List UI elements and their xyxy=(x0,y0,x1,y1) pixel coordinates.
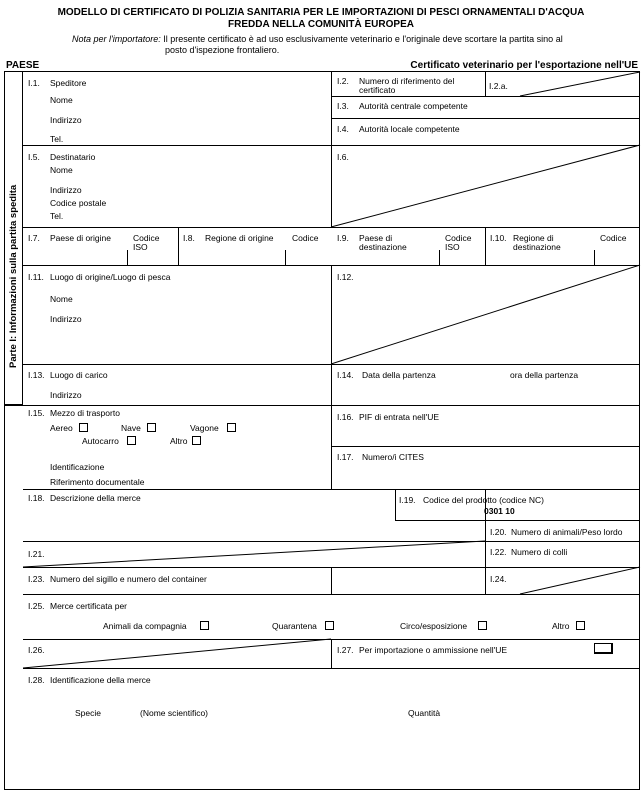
truck-checkbox[interactable] xyxy=(127,436,136,445)
i8-label: Regione di origine xyxy=(205,233,274,243)
i23-num: I.23. xyxy=(28,574,45,584)
i25-other-label: Altro xyxy=(552,621,570,631)
i7-label: Paese di origine xyxy=(50,233,111,243)
certificate-type-label: Certificato veterinario per l'esportazione nell'UE xyxy=(410,60,638,71)
i9-label-2: destinazione xyxy=(359,242,407,252)
i12-num: I.12. xyxy=(337,272,354,282)
i13-num: I.13. xyxy=(28,370,45,380)
i15-num: I.15. xyxy=(28,408,45,418)
i7-num: I.7. xyxy=(28,233,40,243)
i5-name: Nome xyxy=(50,165,73,175)
i2a-num: I.2.a. xyxy=(489,81,508,91)
i17-label: Numero/i CITES xyxy=(362,452,424,462)
i23-label: Numero del sigillo e numero del container xyxy=(50,574,207,584)
i14-time: ora della partenza xyxy=(510,370,579,380)
i13-label: Luogo di carico xyxy=(50,370,108,380)
i25-pets-label: Animali da compagnia xyxy=(103,621,187,631)
i5-address: Indirizzo xyxy=(50,185,82,195)
i15-wagon-label: Vagone xyxy=(190,423,219,433)
i15-identification: Identificazione xyxy=(50,462,105,472)
i15-label: Mezzo di trasporto xyxy=(50,408,120,418)
other-transport-checkbox[interactable] xyxy=(192,436,201,445)
i15-docref: Riferimento documentale xyxy=(50,477,145,487)
country-label: PAESE xyxy=(6,60,40,71)
document-title-line1: MODELLO DI CERTIFICATO DI POLIZIA SANITARIA PER LE IMPORTAZIONI DI PESCI ORNAMENTALI D'ACQUA xyxy=(57,7,585,18)
i10-label-1: Regione di xyxy=(513,233,554,243)
i11-num: I.11. xyxy=(28,272,44,282)
i10-label-2: destinazione xyxy=(513,242,561,252)
i14-label: Data della partenza xyxy=(362,370,436,380)
i2-num: I.2. xyxy=(337,76,349,86)
importer-note-text-2: posto d'ispezione frontaliero. xyxy=(165,45,280,55)
i27-label: Per importazione o ammissione nell'UE xyxy=(359,645,508,655)
ship-checkbox[interactable] xyxy=(147,423,156,432)
i5-postal: Codice postale xyxy=(50,198,107,208)
i2-label-1: Numero di riferimento del xyxy=(359,76,455,86)
circus-checkbox[interactable] xyxy=(478,621,487,630)
i20-num: I.20. xyxy=(490,527,507,537)
i6-num: I.6. xyxy=(337,152,349,162)
i7-code-2: ISO xyxy=(133,242,148,252)
i9-code-1: Codice xyxy=(445,233,472,243)
document-title-line2: FREDDA NELLA COMUNITÀ EUROPEA xyxy=(228,19,414,30)
i25-circus-label: Circo/esposizione xyxy=(400,621,468,631)
i22-num: I.22. xyxy=(490,547,507,557)
part1-label: Parte I: Informazioni sulla partita spedita xyxy=(8,184,19,368)
i16-label: PIF di entrata nell'UE xyxy=(359,412,440,422)
i27-num: I.27. xyxy=(337,645,354,655)
i3-num: I.3. xyxy=(337,101,349,111)
i10-code: Codice xyxy=(600,233,627,243)
i18-num: I.18. xyxy=(28,493,45,503)
i10-num: I.10. xyxy=(490,233,507,243)
i8-num: I.8. xyxy=(183,233,195,243)
i11-label: Luogo di origine/Luogo di pesca xyxy=(50,272,171,282)
i19-num: I.19. xyxy=(399,495,416,505)
i28-quantity: Quantità xyxy=(408,708,441,718)
i3-label: Autorità centrale competente xyxy=(359,101,468,111)
i15-other-label: Altro xyxy=(170,436,188,446)
i15-truck-label: Autocarro xyxy=(82,436,119,446)
i4-label: Autorità locale competente xyxy=(359,124,460,134)
wagon-checkbox[interactable] xyxy=(227,423,236,432)
i11-address: Indirizzo xyxy=(50,314,82,324)
importer-note-label: Nota per l'importatore: xyxy=(72,34,161,44)
import-admission-checkbox[interactable] xyxy=(594,643,613,654)
pets-checkbox[interactable] xyxy=(200,621,209,630)
i20-label: Numero di animali/Peso lordo xyxy=(511,527,623,537)
i21-num: I.21. xyxy=(28,549,45,559)
i5-label: Destinatario xyxy=(50,152,96,162)
i8-code: Codice xyxy=(292,233,319,243)
i11-name: Nome xyxy=(50,294,73,304)
i1-tel: Tel. xyxy=(50,134,64,144)
i9-label-1: Paese di xyxy=(359,233,393,243)
i25-quarantine-label: Quarantena xyxy=(272,621,317,631)
i7-code-1: Codice xyxy=(133,233,160,243)
i26-num: I.26. xyxy=(28,645,45,655)
i9-code-2: ISO xyxy=(445,242,460,252)
i22-label: Numero di colli xyxy=(511,547,568,557)
i1-address: Indirizzo xyxy=(50,115,82,125)
i28-label: Identificazione della merce xyxy=(50,675,151,685)
i24-num: I.24. xyxy=(490,574,507,584)
i1-num: I.1. xyxy=(28,78,40,88)
i5-num: I.5. xyxy=(28,152,40,162)
i25-label: Merce certificata per xyxy=(50,601,127,611)
i28-species: Specie xyxy=(75,708,101,718)
i19-label: Codice del prodotto (codice NC) xyxy=(423,495,544,505)
plane-checkbox[interactable] xyxy=(79,423,88,432)
i28-num: I.28. xyxy=(28,675,45,685)
i9-num: I.9. xyxy=(337,233,349,243)
importer-note-text-1: Il presente certificato è ad uso esclusivamente veterinario e l'originale deve scortare la partita sino al xyxy=(160,34,563,44)
i5-tel: Tel. xyxy=(50,211,64,221)
i1-label: Speditore xyxy=(50,78,87,88)
i18-label: Descrizione della merce xyxy=(50,493,141,503)
other-purpose-checkbox[interactable] xyxy=(576,621,585,630)
i25-num: I.25. xyxy=(28,601,45,611)
i15-ship-label: Nave xyxy=(121,423,141,433)
i1-name: Nome xyxy=(50,95,73,105)
quarantine-checkbox[interactable] xyxy=(325,621,334,630)
i28-scientific-name: (Nome scientifico) xyxy=(140,708,209,718)
i17-num: I.17. xyxy=(337,452,354,462)
i19-value: 0301 10 xyxy=(484,506,515,516)
i4-num: I.4. xyxy=(337,124,349,134)
i13-address: Indirizzo xyxy=(50,390,82,400)
i15-plane-label: Aereo xyxy=(50,423,73,433)
i14-num: I.14. xyxy=(337,370,354,380)
i16-num: I.16. xyxy=(337,412,354,422)
i2-label-2: certificato xyxy=(359,85,396,95)
